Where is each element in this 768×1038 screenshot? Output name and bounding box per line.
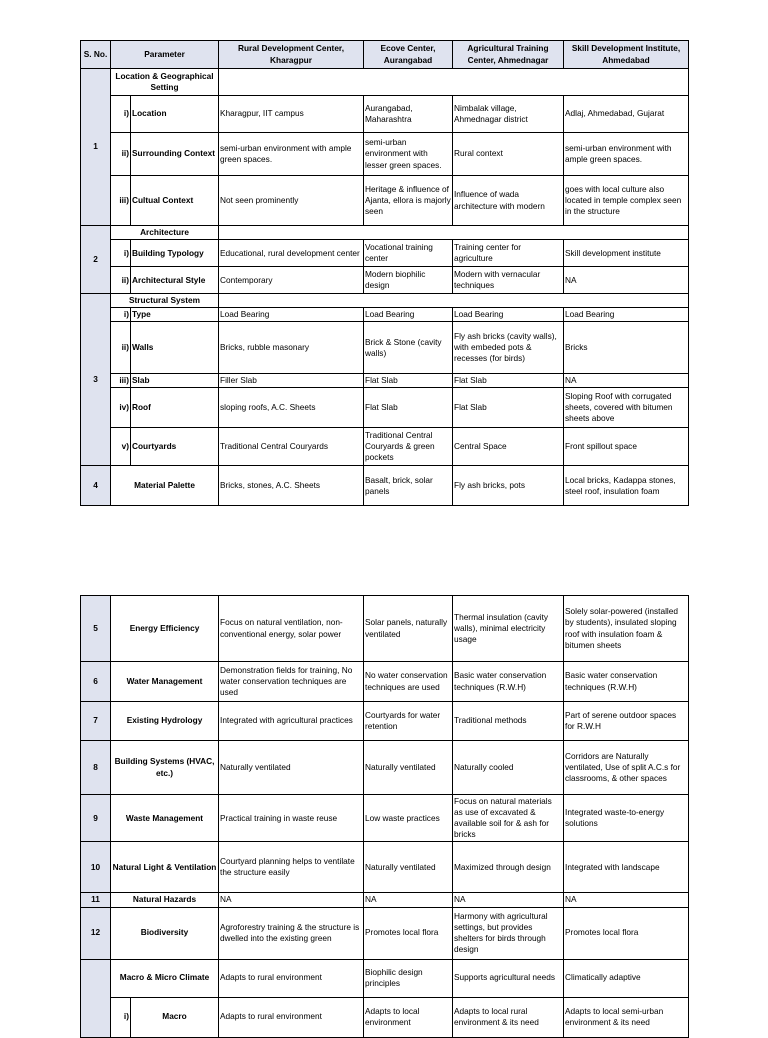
- cell-aurangabad: No water conservation techniques are used: [364, 662, 453, 702]
- cell-ahmedabad: Part of serene outdoor spaces for R.W.H: [564, 702, 689, 741]
- cell-ahmednagar: Fly ash bricks (cavity walls), with embeded pots & recesses (for birds): [453, 322, 564, 374]
- table-row: [81, 240, 689, 267]
- row-index: ii): [111, 322, 131, 374]
- parameter-name: Macro & Micro Climate: [111, 959, 219, 997]
- cell-kharagpur: Practical training in waste reuse: [219, 795, 364, 842]
- cell-ahmedabad: Basic water conservation techniques (R.W.H): [564, 662, 689, 702]
- empty-cell: [219, 294, 689, 308]
- parameter-name: Type: [131, 308, 219, 322]
- parameter-name: Material Palette: [111, 466, 219, 506]
- cell-aurangabad: Flat Slab: [364, 374, 453, 388]
- header-col-ahmedabad: Skill Development Institute, Ahmedabad: [564, 41, 689, 69]
- cell-aurangabad: Vocational training center: [364, 240, 453, 267]
- cell-ahmedabad: Skill development institute: [564, 240, 689, 267]
- row-index: iii): [111, 176, 131, 226]
- cell-aurangabad: Heritage & influence of Ajanta, ellora is majorly seen: [364, 176, 453, 226]
- cell-kharagpur: Agroforestry training & the structure is dwelled into the existing green: [219, 907, 364, 959]
- cell-ahmedabad: Sloping Roof with corrugated sheets, covered with bitumen sheets above: [564, 388, 689, 428]
- table-row: [81, 662, 689, 702]
- cell-ahmednagar: Load Bearing: [453, 308, 564, 322]
- row-index: iv): [111, 388, 131, 428]
- header-col-ahmednagar: Agricultural Training Center, Ahmednagar: [453, 41, 564, 69]
- parameter-name: Energy Efficiency: [111, 596, 219, 662]
- cell-kharagpur: NA: [219, 893, 364, 907]
- parameter-name: Cultual Context: [131, 176, 219, 226]
- cell-ahmednagar: Maximized through design: [453, 842, 564, 893]
- cell-ahmednagar: Fly ash bricks, pots: [453, 466, 564, 506]
- table-row: [81, 133, 689, 176]
- table-row: [81, 893, 689, 907]
- serial-number: 11: [81, 893, 111, 907]
- parameter-name: Natural Hazards: [111, 893, 219, 907]
- table-row: [81, 388, 689, 428]
- cell-aurangabad: Brick & Stone (cavity walls): [364, 322, 453, 374]
- cell-aurangabad: Modern biophilic design: [364, 267, 453, 294]
- cell-ahmedabad: Promotes local flora: [564, 907, 689, 959]
- cell-ahmednagar: Rural context: [453, 133, 564, 176]
- parameter-name: Walls: [131, 322, 219, 374]
- cell-kharagpur: Adapts to rural environment: [219, 997, 364, 1037]
- table-row: [81, 842, 689, 893]
- cell-aurangabad: Naturally ventilated: [364, 842, 453, 893]
- group-heading: Location & Geographical Setting: [111, 69, 219, 96]
- cell-kharagpur: Not seen prominently: [219, 176, 364, 226]
- cell-ahmedabad: Front spillout space: [564, 428, 689, 466]
- cell-kharagpur: Educational, rural development center: [219, 240, 364, 267]
- cell-kharagpur: Contemporary: [219, 267, 364, 294]
- cell-ahmedabad: semi-urban environment with ample green spaces.: [564, 133, 689, 176]
- parameter-name: Slab: [131, 374, 219, 388]
- cell-ahmednagar: Central Space: [453, 428, 564, 466]
- cell-ahmednagar: Training center for agriculture: [453, 240, 564, 267]
- table-row: [81, 308, 689, 322]
- table-row: [81, 176, 689, 226]
- serial-number: 10: [81, 842, 111, 893]
- cell-kharagpur: Filler Slab: [219, 374, 364, 388]
- cell-kharagpur: sloping roofs, A.C. Sheets: [219, 388, 364, 428]
- parameter-name: Macro: [131, 997, 219, 1037]
- table-row: [81, 374, 689, 388]
- parameter-name: Natural Light & Ventilation: [111, 842, 219, 893]
- serial-number: 1: [81, 69, 111, 226]
- row-index: ii): [111, 133, 131, 176]
- cell-aurangabad: Basalt, brick, solar panels: [364, 466, 453, 506]
- parameter-name: Building Systems (HVAC, etc.): [111, 741, 219, 795]
- cell-ahmedabad: Integrated with landscape: [564, 842, 689, 893]
- parameter-name: Water Management: [111, 662, 219, 702]
- parameter-name: Location: [131, 96, 219, 133]
- table-row: [81, 596, 689, 662]
- comparison-table-part-1: [80, 40, 689, 506]
- header-row: [81, 41, 689, 69]
- cell-ahmedabad: Local bricks, Kadappa stones, steel roof, insulation foam: [564, 466, 689, 506]
- table-row: [81, 69, 689, 96]
- row-index: i): [111, 997, 131, 1037]
- header-sno: S. No.: [81, 41, 111, 69]
- cell-aurangabad: Traditional Central Couryards & green pockets: [364, 428, 453, 466]
- cell-kharagpur: Adapts to rural environment: [219, 959, 364, 997]
- cell-kharagpur: Demonstration fields for training, No water conservation techniques are used: [219, 662, 364, 702]
- parameter-name: Building Typology: [131, 240, 219, 267]
- row-index: i): [111, 96, 131, 133]
- serial-number: [81, 959, 111, 1037]
- table-row: [81, 795, 689, 842]
- table-row: [81, 428, 689, 466]
- header-col-kharagpur: Rural Development Center, Kharagpur: [219, 41, 364, 69]
- serial-number: 4: [81, 466, 111, 506]
- serial-number: 12: [81, 907, 111, 959]
- group-heading: Structural System: [111, 294, 219, 308]
- parameter-name: Roof: [131, 388, 219, 428]
- table-row: [81, 741, 689, 795]
- table-row: [81, 702, 689, 741]
- group-heading: Architecture: [111, 226, 219, 240]
- empty-cell: [219, 69, 689, 96]
- row-index: i): [111, 308, 131, 322]
- table-row: [81, 294, 689, 308]
- cell-ahmedabad: Bricks: [564, 322, 689, 374]
- cell-ahmedabad: NA: [564, 374, 689, 388]
- cell-ahmednagar: Influence of wada architecture with modern: [453, 176, 564, 226]
- cell-ahmednagar: Supports agricultural needs: [453, 959, 564, 997]
- cell-ahmedabad: Adlaj, Ahmedabad, Gujarat: [564, 96, 689, 133]
- cell-kharagpur: Bricks, stones, A.C. Sheets: [219, 466, 364, 506]
- cell-ahmedabad: Integrated waste-to-energy solutions: [564, 795, 689, 842]
- cell-ahmednagar: Harmony with agricultural settings, but provides shelters for birds through design: [453, 907, 564, 959]
- cell-aurangabad: Courtyards for water retention: [364, 702, 453, 741]
- cell-aurangabad: Promotes local flora: [364, 907, 453, 959]
- table-row: [81, 226, 689, 240]
- header-parameter: Parameter: [111, 41, 219, 69]
- cell-aurangabad: Load Bearing: [364, 308, 453, 322]
- cell-ahmednagar: Modern with vernacular techniques: [453, 267, 564, 294]
- cell-aurangabad: NA: [364, 893, 453, 907]
- cell-ahmednagar: Naturally cooled: [453, 741, 564, 795]
- cell-kharagpur: Load Bearing: [219, 308, 364, 322]
- table-row: [81, 96, 689, 133]
- cell-aurangabad: semi-urban environment with lesser green spaces.: [364, 133, 453, 176]
- parameter-name: Existing Hydrology: [111, 702, 219, 741]
- cell-ahmedabad: Load Bearing: [564, 308, 689, 322]
- comparison-table-part-2: [80, 595, 689, 1038]
- cell-ahmedabad: goes with local culture also located in temple complex seen in the structure: [564, 176, 689, 226]
- cell-ahmedabad: Climatically adaptive: [564, 959, 689, 997]
- serial-number: 5: [81, 596, 111, 662]
- cell-ahmednagar: Focus on natural materials as use of excavated & available soil for & ash for bricks: [453, 795, 564, 842]
- parameter-name: Surrounding Context: [131, 133, 219, 176]
- cell-aurangabad: Low waste practices: [364, 795, 453, 842]
- cell-kharagpur: Integrated with agricultural practices: [219, 702, 364, 741]
- cell-kharagpur: Kharagpur, IIT campus: [219, 96, 364, 133]
- cell-kharagpur: Focus on natural ventilation, non-conventional energy, solar power: [219, 596, 364, 662]
- empty-cell: [219, 226, 689, 240]
- row-index: ii): [111, 267, 131, 294]
- parameter-name: Waste Management: [111, 795, 219, 842]
- cell-aurangabad: Flat Slab: [364, 388, 453, 428]
- parameter-name: Architectural Style: [131, 267, 219, 294]
- cell-kharagpur: semi-urban environment with ample green spaces.: [219, 133, 364, 176]
- cell-ahmednagar: Adapts to local rural environment & its need: [453, 997, 564, 1037]
- row-index: iii): [111, 374, 131, 388]
- cell-kharagpur: Courtyard planning helps to ventilate the structure easily: [219, 842, 364, 893]
- cell-ahmedabad: NA: [564, 893, 689, 907]
- serial-number: 2: [81, 226, 111, 294]
- cell-aurangabad: Solar panels, naturally ventilated: [364, 596, 453, 662]
- serial-number: 3: [81, 294, 111, 466]
- cell-aurangabad: Aurangabad, Maharashtra: [364, 96, 453, 133]
- cell-ahmednagar: Flat Slab: [453, 388, 564, 428]
- cell-aurangabad: Naturally ventilated: [364, 741, 453, 795]
- cell-aurangabad: Adapts to local environment: [364, 997, 453, 1037]
- serial-number: 8: [81, 741, 111, 795]
- cell-ahmednagar: Nimbalak village, Ahmednagar district: [453, 96, 564, 133]
- cell-ahmednagar: Basic water conservation techniques (R.W.H): [453, 662, 564, 702]
- serial-number: 9: [81, 795, 111, 842]
- parameter-name: Biodiversity: [111, 907, 219, 959]
- parameter-name: Courtyards: [131, 428, 219, 466]
- cell-ahmednagar: Flat Slab: [453, 374, 564, 388]
- cell-ahmedabad: NA: [564, 267, 689, 294]
- table-row: [81, 267, 689, 294]
- cell-aurangabad: Biophilic design principles: [364, 959, 453, 997]
- row-index: i): [111, 240, 131, 267]
- cell-kharagpur: Bricks, rubble masonary: [219, 322, 364, 374]
- cell-ahmednagar: Traditional methods: [453, 702, 564, 741]
- row-index: v): [111, 428, 131, 466]
- serial-number: 6: [81, 662, 111, 702]
- table-row: [81, 959, 689, 997]
- cell-ahmednagar: NA: [453, 893, 564, 907]
- cell-ahmedabad: Corridors are Naturally ventilated, Use of split A.C.s for classrooms, & other spaces: [564, 741, 689, 795]
- cell-ahmedabad: Adapts to local semi-urban environment & its need: [564, 997, 689, 1037]
- table-row: [81, 907, 689, 959]
- header-col-aurangabad: Ecove Center, Aurangabad: [364, 41, 453, 69]
- table-row: [81, 997, 689, 1037]
- cell-kharagpur: Naturally ventilated: [219, 741, 364, 795]
- cell-ahmednagar: Thermal insulation (cavity walls), minimal electricity usage: [453, 596, 564, 662]
- table-row: [81, 322, 689, 374]
- cell-kharagpur: Traditional Central Couryards: [219, 428, 364, 466]
- serial-number: 7: [81, 702, 111, 741]
- table-row: [81, 466, 689, 506]
- cell-ahmedabad: Solely solar-powered (installed by students), insulated sloping roof with insulation foam & bitumen sheets: [564, 596, 689, 662]
